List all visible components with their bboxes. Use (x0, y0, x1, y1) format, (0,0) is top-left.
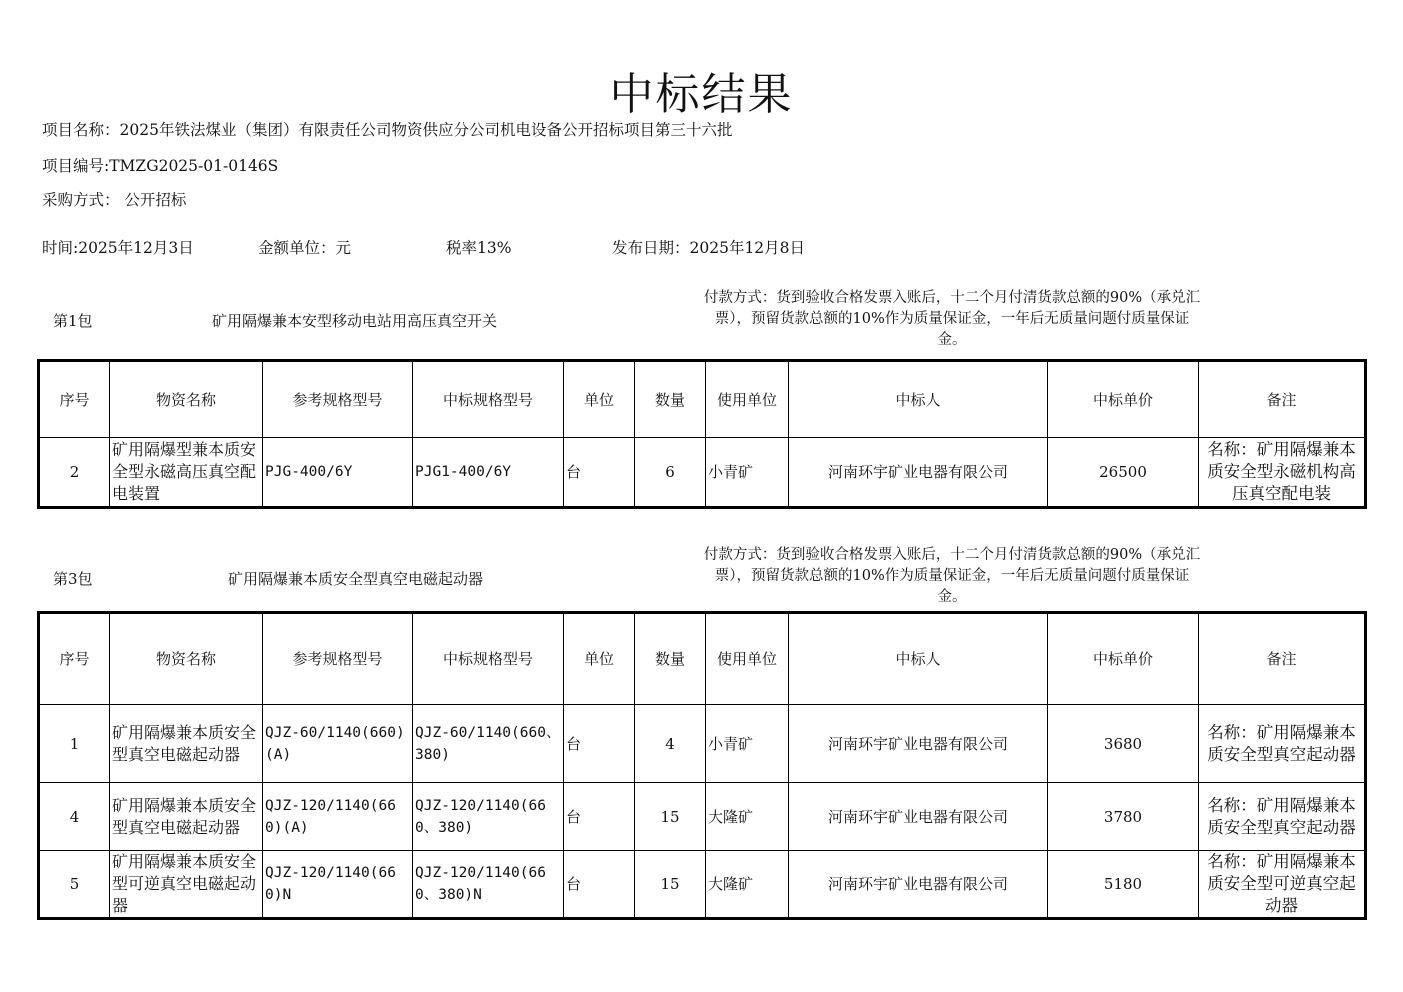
unit: 台 (564, 851, 635, 919)
header-cell: 单位 (564, 613, 635, 705)
winner: 河南环宇矿业电器有限公司 (789, 783, 1048, 851)
header-cell: 使用单位 (706, 613, 789, 705)
ref-spec: QJZ-120/1140(660)N (263, 851, 413, 919)
amount-unit: 金额单位：元 (258, 239, 352, 257)
item-name: 矿用隔爆兼本质安全型可逆真空电磁起动器 (110, 851, 263, 919)
header-cell: 中标人 (789, 361, 1048, 438)
header-cell: 备注 (1199, 361, 1366, 438)
winner: 河南环宇矿业电器有限公司 (789, 851, 1048, 919)
user-unit: 大隆矿 (706, 783, 789, 851)
remarks: 名称：矿用隔爆兼本质安全型可逆真空起动器 (1199, 851, 1366, 919)
package-label: 第1包 (53, 312, 93, 330)
header-cell: 数量 (635, 361, 706, 438)
ref-spec: PJG-400/6Y (263, 438, 413, 508)
win-spec: QJZ-120/1140(660、380)N (413, 851, 564, 919)
quantity: 4 (635, 705, 706, 783)
tax-rate: 税率13% (446, 239, 512, 257)
publish-date: 发布日期：2025年12月8日 (612, 239, 806, 257)
row-number: 4 (39, 783, 110, 851)
win-spec: PJG1-400/6Y (413, 438, 564, 508)
unit: 台 (564, 783, 635, 851)
header-cell: 中标人 (789, 613, 1048, 705)
package-label: 第3包 (53, 570, 93, 588)
table-header-row (39, 361, 1366, 438)
project-name: 项目名称：2025年铁法煤业（集团）有限责任公司物资供应分公司机电设备公开招标项目第三十六批 (42, 121, 733, 139)
table-row (39, 705, 1366, 783)
header-cell: 序号 (39, 613, 110, 705)
unit-price: 3780 (1048, 783, 1199, 851)
table-row (39, 783, 1366, 851)
package-name: 矿用隔爆兼本质安全型真空电磁起动器 (228, 570, 484, 588)
header-cell: 参考规格型号 (263, 613, 413, 705)
winner: 河南环宇矿业电器有限公司 (789, 438, 1048, 508)
unit-price: 3680 (1048, 705, 1199, 783)
item-name: 矿用隔爆兼本质安全型真空电磁起动器 (110, 783, 263, 851)
ref-spec: QJZ-120/1140(660)(A) (263, 783, 413, 851)
unit: 台 (564, 438, 635, 508)
user-unit: 大隆矿 (706, 851, 789, 919)
header-cell: 中标规格型号 (413, 361, 564, 438)
header-cell: 序号 (39, 361, 110, 438)
package-name: 矿用隔爆兼本安型移动电站用高压真空开关 (212, 312, 498, 330)
package-3-table (37, 611, 1367, 920)
winner: 河南环宇矿业电器有限公司 (789, 705, 1048, 783)
payment-terms: 付款方式：货到验收合格发票入账后，十二个月付清货款总额的90%（承兑汇票），预留货款总额的10%作为质量保证金，一年后无质量问题付质量保证金。 (703, 547, 1201, 605)
unit-price: 26500 (1048, 438, 1199, 508)
header-cell: 中标单价 (1048, 613, 1199, 705)
project-code: 项目编号:TMZG2025-01-0146S (42, 157, 279, 175)
user-unit: 小青矿 (706, 438, 789, 508)
header-cell: 参考规格型号 (263, 361, 413, 438)
package-1-table (37, 359, 1367, 509)
quantity: 6 (635, 438, 706, 508)
remarks: 名称：矿用隔爆兼本质安全型真空起动器 (1199, 783, 1366, 851)
procurement-method: 采购方式： 公开招标 (42, 191, 187, 209)
quantity: 15 (635, 783, 706, 851)
header-cell: 中标单价 (1048, 361, 1199, 438)
item-name: 矿用隔爆型兼本质安全型永磁高压真空配电装置 (110, 438, 263, 508)
header-cell: 数量 (635, 613, 706, 705)
row-number: 1 (39, 705, 110, 783)
date-info: 时间:2025年12月3日 (42, 239, 194, 257)
table-header-row (39, 613, 1366, 705)
header-cell: 物资名称 (110, 613, 263, 705)
remarks: 名称：矿用隔爆兼本质安全型真空起动器 (1199, 705, 1366, 783)
page-title: 中标结果 (609, 69, 794, 120)
header-cell: 备注 (1199, 613, 1366, 705)
header-cell: 中标规格型号 (413, 613, 564, 705)
ref-spec: QJZ-60/1140(660)(A) (263, 705, 413, 783)
item-name: 矿用隔爆兼本质安全型真空电磁起动器 (110, 705, 263, 783)
win-spec: QJZ-120/1140(660、380) (413, 783, 564, 851)
row-number: 2 (39, 438, 110, 508)
payment-terms: 付款方式：货到验收合格发票入账后，十二个月付清货款总额的90%（承兑汇票），预留货款总额的10%作为质量保证金，一年后无质量问题付质量保证金。 (703, 290, 1201, 348)
header-cell: 单位 (564, 361, 635, 438)
row-number: 5 (39, 851, 110, 919)
unit: 台 (564, 705, 635, 783)
header-cell: 使用单位 (706, 361, 789, 438)
win-spec: QJZ-60/1140(660、380) (413, 705, 564, 783)
user-unit: 小青矿 (706, 705, 789, 783)
header-cell: 物资名称 (110, 361, 263, 438)
table-row (39, 851, 1366, 919)
unit-price: 5180 (1048, 851, 1199, 919)
quantity: 15 (635, 851, 706, 919)
remarks: 名称：矿用隔爆兼本质安全型永磁机构高压真空配电装 (1199, 438, 1366, 508)
table-row (39, 438, 1366, 508)
